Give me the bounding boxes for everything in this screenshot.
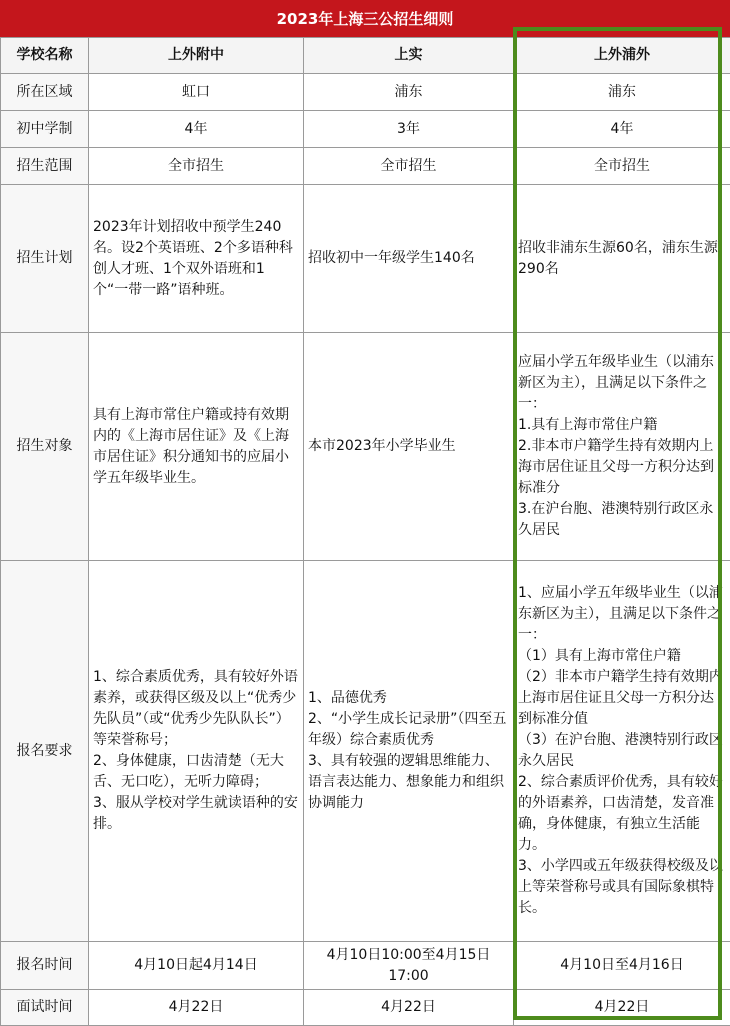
table-cell: 4月22日	[304, 990, 514, 1026]
table-cell: 4月10日至4月16日	[514, 942, 730, 990]
table-cell: 虹口	[89, 74, 304, 111]
row-label: 报名时间	[1, 942, 89, 990]
table-row-plan	[1, 185, 730, 333]
row-label: 初中学制	[1, 111, 89, 148]
table-cell: 招收非浦东生源60名，浦东生源290名	[514, 185, 730, 333]
header-school-3: 上外浦外	[514, 38, 730, 74]
admission-table	[0, 37, 730, 1026]
table-cell: 3年	[304, 111, 514, 148]
table-cell: 具有上海市常住户籍或持有效期内的《上海市居住证》及《上海市居住证》积分通知书的应届小学五年级毕业生。	[89, 333, 304, 561]
table-cell: 应届小学五年级毕业生（以浦东新区为主），且满足以下条件之一： 1.具有上海市常住户籍 2.非本市户籍学生持有效期内上海市居住证且父母一方积分达到标准分 3.在沪台胞、港澳特别行政区永久居民	[514, 333, 730, 561]
table-row-interview-time	[1, 990, 730, 1026]
table-cell: 全市招生	[304, 148, 514, 185]
table-header-row	[1, 38, 730, 74]
table-cell: 浦东	[514, 74, 730, 111]
table-cell: 浦东	[304, 74, 514, 111]
table-cell: 2023年计划招收中预学生240名。设2个英语班、2个多语种科创人才班、1个双外语班和1个“一带一路”语种班。	[89, 185, 304, 333]
table-cell: 1、综合素质优秀，具有较好外语素养，或获得区级及以上“优秀少先队员”（或“优秀少先队队长”）等荣誉称号； 2、身体健康，口齿清楚（无大舌、无口吃），无听力障碍； 3、服从学校对学生就读语种的安排。	[89, 561, 304, 942]
table-cell: 本市2023年小学毕业生	[304, 333, 514, 561]
table-cell: 4月22日	[514, 990, 730, 1026]
table-row-requirements	[1, 561, 730, 942]
table-cell: 4月22日	[89, 990, 304, 1026]
table-row-target	[1, 333, 730, 561]
table-row-region	[1, 74, 730, 111]
row-label: 面试时间	[1, 990, 89, 1026]
header-school-2: 上实	[304, 38, 514, 74]
table-cell: 1、应届小学五年级毕业生（以浦东新区为主），且满足以下条件之一： （1）具有上海市常住户籍 （2）非本市户籍学生持有效期内上海市居住证且父母一方积分达到标准分值 （3）在沪台胞、港澳特别行政区永久居民 2、综合素质评价优秀，具有较好的外语素养，口齿清楚，发音准确，身体健康，有独立生活能力。 3、小学四或五年级获得校级及以上等荣誉称号或具有国际象棋特长。	[514, 561, 730, 942]
row-label: 招生对象	[1, 333, 89, 561]
header-school-1: 上外附中	[89, 38, 304, 74]
table-cell: 4月10日起4月14日	[89, 942, 304, 990]
table-row-registration-time	[1, 942, 730, 990]
table-cell: 招收初中一年级学生140名	[304, 185, 514, 333]
table-row-duration	[1, 111, 730, 148]
table-cell: 4月10日10:00至4月15日17:00	[304, 942, 514, 990]
row-label: 招生计划	[1, 185, 89, 333]
table-title: 2023年上海三公招生细则	[0, 0, 730, 37]
table-cell: 1、品德优秀 2、“小学生成长记录册”（四至五年级）综合素质优秀 3、具有较强的逻辑思维能力、语言表达能力、想象能力和组织协调能力	[304, 561, 514, 942]
row-label: 招生范围	[1, 148, 89, 185]
table-cell: 全市招生	[514, 148, 730, 185]
table-row-scope	[1, 148, 730, 185]
row-label: 所在区域	[1, 74, 89, 111]
table-cell: 全市招生	[89, 148, 304, 185]
table-cell: 4年	[89, 111, 304, 148]
header-label: 学校名称	[1, 38, 89, 74]
row-label: 报名要求	[1, 561, 89, 942]
table-cell: 4年	[514, 111, 730, 148]
